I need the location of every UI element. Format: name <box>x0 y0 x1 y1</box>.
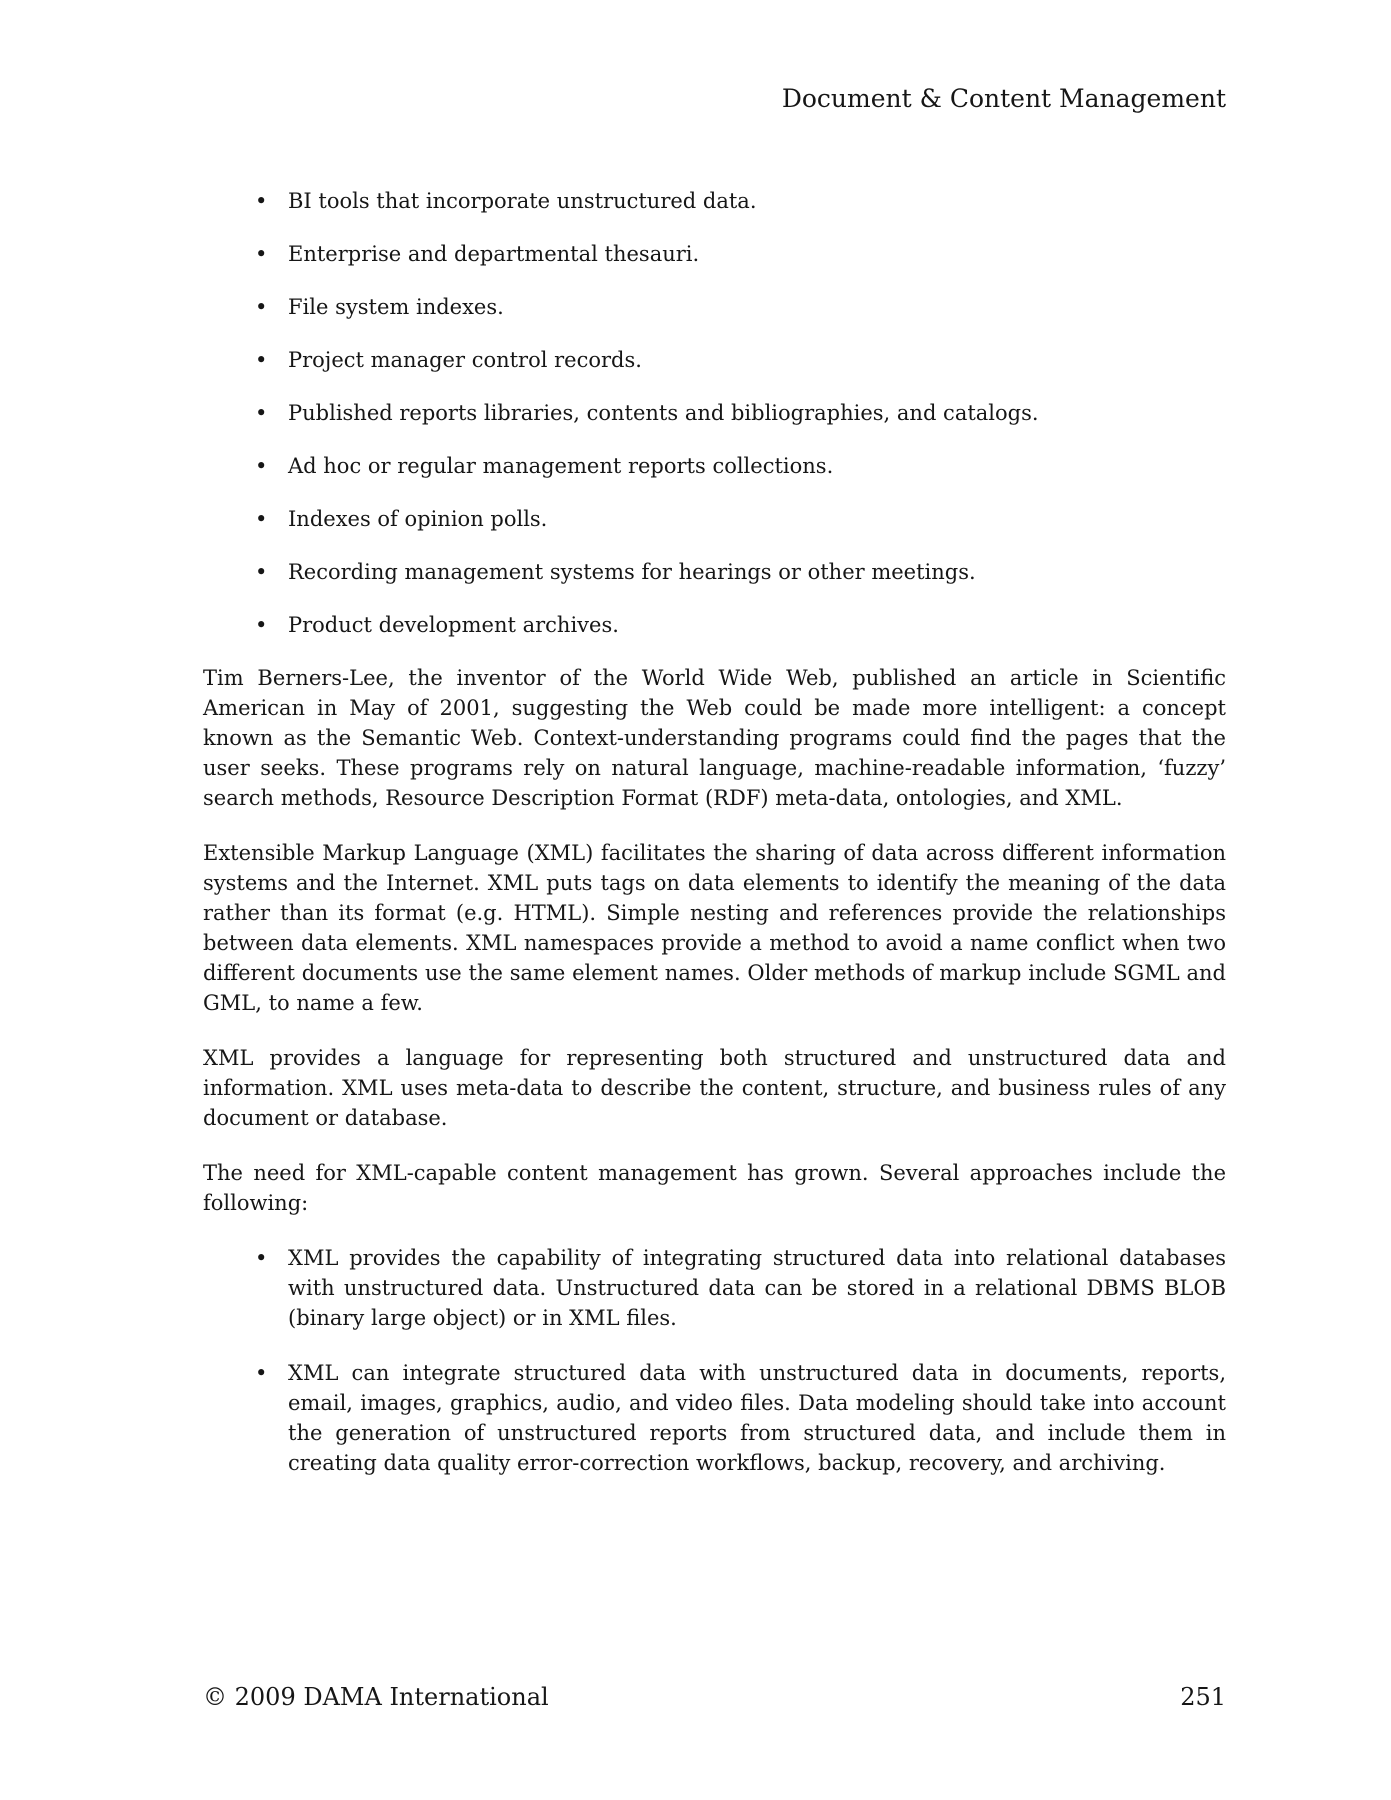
bullet-icon: • <box>255 507 268 531</box>
bullet-icon: • <box>255 242 268 266</box>
page-content <box>203 82 1226 1478</box>
xml-approaches-list <box>203 1243 1226 1478</box>
paragraph-berners-lee: Tim Berners-Lee, the inventor of the World Wide Web, published an article in Scientific American in May of 2001, suggesting the Web could be made more intelligent: a concept known as the Semantic Web. Context-understanding programs could find the pages that the user seeks. These programs rely on natural language, machine-readable information, ‘fuzzy’ search methods, Resource Description Format (RDF) meta-data, ontologies, and XML. <box>203 666 1226 810</box>
copyright-text: © 2009 DAMA International <box>203 1683 549 1711</box>
bullet-icon: • <box>255 189 268 213</box>
list-item <box>203 186 1226 216</box>
list-item-text: Recording management systems for hearings or other meetings. <box>288 560 976 584</box>
bullet-icon: • <box>255 454 268 478</box>
running-header: Document & Content Management <box>781 84 1226 113</box>
list-item <box>203 292 1226 322</box>
bullet-icon: • <box>255 401 268 425</box>
paragraph-xml-need: The need for XML-capable content management has grown. Several approaches include the following: <box>203 1161 1226 1215</box>
bullet-icon: • <box>255 613 268 637</box>
list-item-text: Product development archives. <box>288 613 619 637</box>
list-item-text: Indexes of opinion polls. <box>288 507 548 531</box>
list-item <box>203 451 1226 481</box>
page-number: 251 <box>1180 1683 1226 1711</box>
list-item-text: File system indexes. <box>288 295 504 319</box>
list-item-text: Project manager control records. <box>288 348 642 372</box>
bullet-icon: • <box>255 348 268 372</box>
list-item-text: Ad hoc or regular management reports collections. <box>288 454 834 478</box>
bullet-icon: • <box>255 1361 268 1385</box>
list-item <box>203 1358 1226 1478</box>
bullet-icon: • <box>255 295 268 319</box>
bullet-icon: • <box>255 560 268 584</box>
bullet-icon: • <box>255 1246 268 1270</box>
list-item <box>203 345 1226 375</box>
paragraph-xml-definition: Extensible Markup Language (XML) facilitates the sharing of data across different information systems and the Internet. XML puts tags on data elements to identify the meaning of the data rather than its format (e.g. HTML). Simple nesting and references provide the relationships between data elements. XML namespaces provide a method to avoid a name conflict when two different documents use the same element names. Older methods of markup include SGML and GML, to name a few. <box>203 841 1226 1015</box>
list-item-text: BI tools that incorporate unstructured data. <box>288 189 757 213</box>
list-item-text: Enterprise and departmental thesauri. <box>288 242 700 266</box>
page-footer <box>203 1682 1226 1712</box>
list-item-text: XML provides the capability of integrating structured data into relational databases with unstructured data. Unstructured data can be stored in a relational DBMS BLOB (binary large object) or in XML files. <box>288 1246 1226 1330</box>
list-item <box>203 239 1226 269</box>
list-item-text: Published reports libraries, contents and bibliographies, and catalogs. <box>288 401 1039 425</box>
list-item <box>203 1243 1226 1333</box>
list-item <box>203 504 1226 534</box>
unstructured-data-sources-list <box>203 186 1226 640</box>
list-item <box>203 398 1226 428</box>
list-item <box>203 610 1226 640</box>
paragraph-xml-language: XML provides a language for representing both structured and unstructured data and information. XML uses meta-data to describe the content, structure, and business rules of any document or database. <box>203 1046 1226 1130</box>
list-item <box>203 557 1226 587</box>
list-item-text: XML can integrate structured data with unstructured data in documents, reports, email, images, graphics, audio, and video files. Data modeling should take into account the generation of unstructured reports from structured data, and include them in creating data quality error-correction workflows, backup, recovery, and archiving. <box>288 1361 1226 1475</box>
